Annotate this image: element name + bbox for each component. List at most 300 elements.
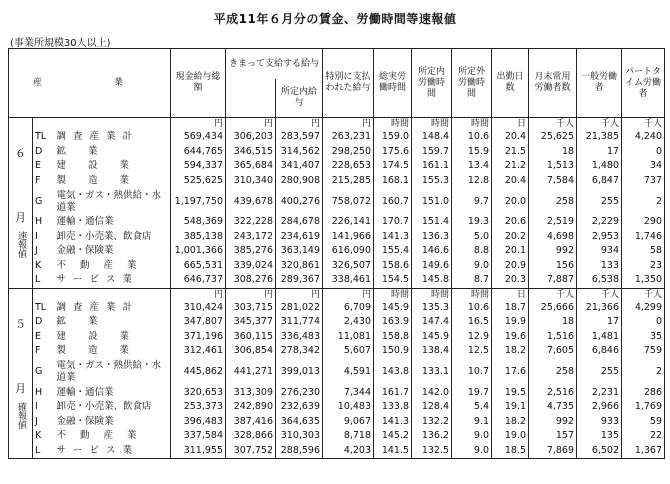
industry-name: 不動産業 — [56, 259, 151, 271]
table-cell: 337,584 — [171, 429, 226, 444]
industry-code: E — [35, 330, 42, 342]
table-cell: 258 — [529, 359, 577, 386]
industry-header: 産 業 — [9, 49, 171, 118]
period-month: ５ — [15, 317, 26, 331]
table-cell: 311,955 — [171, 444, 226, 459]
table-cell: 364,635 — [276, 415, 323, 430]
table-row — [9, 315, 665, 330]
table-cell: 8.7 — [452, 273, 492, 288]
table-cell: 7,869 — [529, 444, 577, 459]
table-cell: 283,597 — [276, 130, 323, 145]
unit-label: 円 — [276, 118, 323, 131]
table-cell: 175.6 — [374, 145, 412, 160]
table-cell: 13.4 — [452, 159, 492, 174]
industry-name: サービス業 — [56, 274, 140, 286]
table-cell: 158.8 — [374, 330, 412, 345]
industry-name: 電気・ガス・熱供給・水道業 — [56, 189, 162, 213]
industry-code: K — [35, 430, 42, 442]
table-cell: 311,774 — [276, 315, 323, 330]
unit-label: 日 — [492, 118, 529, 131]
table-cell: 4,591 — [323, 359, 374, 386]
table-cell: 135.3 — [412, 301, 452, 316]
table-cell: 263,231 — [323, 130, 374, 145]
table-cell: 18.5 — [492, 444, 529, 459]
table-cell: 5.4 — [452, 400, 492, 415]
table-cell: 145.9 — [374, 301, 412, 316]
unit-label: 円 — [171, 288, 226, 301]
table-cell: 2 — [622, 359, 665, 386]
table-cell: 6,846 — [577, 344, 622, 359]
table-cell: 243,172 — [226, 230, 276, 245]
table-cell: 5.0 — [452, 230, 492, 245]
table-cell: 20.6 — [492, 215, 529, 230]
industry-code: TL — [35, 131, 47, 143]
table-cell: 9.0 — [452, 259, 492, 274]
regular-pay-header: きまって支給する給与 — [226, 49, 323, 80]
industry-code: I — [35, 401, 38, 413]
total-cash-header: 現金給与総額 — [171, 49, 226, 118]
period-note: 速報値 — [16, 231, 26, 259]
table-cell: 934 — [577, 244, 622, 259]
table-cell: 141.3 — [374, 230, 412, 245]
table-cell: 10,483 — [323, 400, 374, 415]
table-cell: 234,619 — [276, 230, 323, 245]
table-cell: 307,752 — [226, 444, 276, 459]
table-cell: 142.0 — [412, 386, 452, 401]
unit-label: 円 — [226, 288, 276, 301]
table-cell: 258 — [529, 188, 577, 215]
industry-code: TL — [35, 301, 47, 313]
table-cell: 1,367 — [622, 444, 665, 459]
table-cell: 280,908 — [276, 174, 323, 189]
scope-note: (事業所規模30人以上) — [10, 38, 111, 49]
table-cell: 19.0 — [492, 429, 529, 444]
industry-code: L — [35, 274, 41, 286]
table-cell: 174.5 — [374, 159, 412, 174]
table-cell: 360,115 — [226, 330, 276, 345]
table-cell: 10.6 — [452, 301, 492, 316]
table-cell: 308,276 — [226, 273, 276, 288]
industry-code: G — [35, 366, 43, 377]
table-cell: 133 — [577, 259, 622, 274]
table-cell: 9.7 — [452, 188, 492, 215]
table-cell: 133.8 — [374, 400, 412, 415]
table-row — [9, 330, 665, 345]
unit-label: 時間 — [452, 288, 492, 301]
table-cell: 18.7 — [492, 301, 529, 316]
table-cell: 19.7 — [452, 386, 492, 401]
table-cell: 2,231 — [577, 386, 622, 401]
table-cell: 758,072 — [323, 188, 374, 215]
table-cell: 23 — [622, 259, 665, 274]
industry-name: 金融・保険業 — [56, 245, 114, 257]
table-row — [9, 188, 665, 215]
table-row — [9, 344, 665, 359]
unit-label: 時間 — [452, 118, 492, 131]
table-row — [9, 429, 665, 444]
employees-header: 月末常用労働者数 — [529, 49, 577, 118]
table-cell: 346,515 — [226, 145, 276, 160]
table-cell: 12.5 — [452, 344, 492, 359]
table-cell: 1,481 — [577, 330, 622, 345]
table-cell: 4,299 — [622, 301, 665, 316]
industry-code: G — [35, 195, 43, 207]
table-cell: 7,887 — [529, 273, 577, 288]
table-cell: 232,639 — [276, 400, 323, 415]
table-cell: 141,966 — [323, 230, 374, 245]
table-cell: 21.5 — [492, 145, 529, 160]
table-cell: 12.8 — [452, 174, 492, 189]
industry-name: サービス業 — [56, 444, 140, 456]
table-cell: 371,196 — [171, 330, 226, 345]
table-cell: 18 — [529, 145, 577, 160]
table-cell: 161.7 — [374, 386, 412, 401]
table-cell: 59 — [622, 415, 665, 430]
table-cell: 320,861 — [276, 259, 323, 274]
table-cell: 400,276 — [276, 188, 323, 215]
table-cell: 158.6 — [374, 259, 412, 274]
table-row — [9, 386, 665, 401]
unit-label: 円 — [323, 288, 374, 301]
table-cell: 6,538 — [577, 273, 622, 288]
table-row — [9, 215, 665, 230]
table-cell: 548,369 — [171, 215, 226, 230]
unit-label: 千人 — [577, 118, 622, 131]
period-month: ６ — [15, 147, 26, 161]
table-cell: 336,483 — [276, 330, 323, 345]
table-cell: 525,625 — [171, 174, 226, 189]
table-cell: 992 — [529, 244, 577, 259]
unit-label: 千人 — [529, 118, 577, 131]
unit-label: 円 — [171, 118, 226, 131]
table-row — [9, 444, 665, 459]
unit-label: 時間 — [412, 118, 452, 131]
table-cell: 385,276 — [226, 244, 276, 259]
table-cell: 6,847 — [577, 174, 622, 189]
table-cell: 155.4 — [374, 244, 412, 259]
unit-label: 円 — [323, 118, 374, 131]
table-cell: 154.5 — [374, 273, 412, 288]
table-cell: 341,407 — [276, 159, 323, 174]
table-row — [9, 415, 665, 430]
industry-name: 不動産業 — [56, 430, 151, 442]
table-cell: 310,340 — [226, 174, 276, 189]
industry-name: 運輸・通信業 — [56, 386, 114, 398]
table-cell: 151.4 — [412, 215, 452, 230]
unit-label: 円 — [226, 118, 276, 131]
table-cell: 19.1 — [492, 400, 529, 415]
table-cell: 145.8 — [412, 273, 452, 288]
table-cell: 1,480 — [577, 159, 622, 174]
table-cell: 276,230 — [276, 386, 323, 401]
table-cell: 298,250 — [323, 145, 374, 160]
table-cell: 2,953 — [577, 230, 622, 245]
table-cell: 10.6 — [452, 130, 492, 145]
table-cell: 22 — [622, 429, 665, 444]
overtime-hours-header: 所定外労働時間 — [452, 49, 492, 118]
table-cell: 646,737 — [171, 273, 226, 288]
table-cell: 288,596 — [276, 444, 323, 459]
table-cell: 128.4 — [412, 400, 452, 415]
industry-name: 鉱業 — [56, 145, 120, 157]
table-cell: 133.1 — [412, 359, 452, 386]
table-cell: 150.9 — [374, 344, 412, 359]
table-cell: 2,966 — [577, 400, 622, 415]
table-cell: 2,519 — [529, 215, 577, 230]
industry-name: 卸売・小売業、飲食店 — [56, 401, 152, 413]
total-hours-header: 総実労働時間 — [374, 49, 412, 118]
table-cell: 136.2 — [412, 429, 452, 444]
table-cell: 132.5 — [412, 444, 452, 459]
table-cell: 255 — [577, 188, 622, 215]
table-cell: 284,678 — [276, 215, 323, 230]
table-cell: 17 — [577, 315, 622, 330]
industry-code: L — [35, 444, 41, 456]
table-cell: 347,807 — [171, 315, 226, 330]
table-row — [9, 301, 665, 316]
table-cell: 160.7 — [374, 188, 412, 215]
unit-label: 時間 — [374, 288, 412, 301]
industry-code: F — [35, 174, 41, 186]
table-cell: 10.7 — [452, 359, 492, 386]
table-cell: 147.4 — [412, 315, 452, 330]
table-cell: 933 — [577, 415, 622, 430]
industry-code: K — [35, 259, 42, 271]
table-cell: 312,461 — [171, 344, 226, 359]
table-cell: 322,228 — [226, 215, 276, 230]
special-pay-header: 特別に支払われた給与 — [323, 49, 374, 118]
parttime-workers-header: パートタイム労働者 — [622, 49, 665, 118]
table-cell: 19.6 — [492, 330, 529, 345]
table-cell: 149.6 — [412, 259, 452, 274]
table-cell: 17 — [577, 145, 622, 160]
table-cell: 143.8 — [374, 359, 412, 386]
unit-label: 時間 — [412, 288, 452, 301]
table-cell: 168.1 — [374, 174, 412, 189]
table-cell: 2,430 — [323, 315, 374, 330]
table-cell: 363,149 — [276, 244, 323, 259]
page-title: 平成11年６月分の賃金、労働時間等速報値 — [213, 12, 457, 26]
table-cell: 19.3 — [452, 215, 492, 230]
table-cell: 9.0 — [452, 444, 492, 459]
table-cell: 215,285 — [323, 174, 374, 189]
table-cell: 170.7 — [374, 215, 412, 230]
table-cell: 5,607 — [323, 344, 374, 359]
unit-label: 千人 — [577, 288, 622, 301]
period-label — [9, 118, 33, 289]
table-cell: 737 — [622, 174, 665, 189]
table-cell: 21,385 — [577, 130, 622, 145]
table-cell: 16.5 — [452, 315, 492, 330]
industry-code: H — [35, 216, 43, 228]
table-cell: 20.3 — [492, 273, 529, 288]
table-cell: 303,715 — [226, 301, 276, 316]
table-cell: 320,653 — [171, 386, 226, 401]
table-cell: 253,373 — [171, 400, 226, 415]
table-cell: 7,605 — [529, 344, 577, 359]
table-cell: 992 — [529, 415, 577, 430]
wage-statistics-table — [8, 48, 665, 459]
table-cell: 306,203 — [226, 130, 276, 145]
scheduled-hours-header: 所定内労働時間 — [412, 49, 452, 118]
table-cell: 146.6 — [412, 244, 452, 259]
table-cell: 155.3 — [412, 174, 452, 189]
table-cell: 569,434 — [171, 130, 226, 145]
table-row — [9, 174, 665, 189]
table-cell: 21,366 — [577, 301, 622, 316]
table-cell: 242,890 — [226, 400, 276, 415]
table-cell: 396,483 — [171, 415, 226, 430]
table-cell: 159.7 — [412, 145, 452, 160]
table-cell: 1,769 — [622, 400, 665, 415]
general-workers-header: 一般労働者 — [577, 49, 622, 118]
table-cell: 1,001,366 — [171, 244, 226, 259]
table-cell: 17.6 — [492, 359, 529, 386]
table-cell: 339,024 — [226, 259, 276, 274]
table-cell: 1,350 — [622, 273, 665, 288]
table-cell: 328,866 — [226, 429, 276, 444]
table-cell: 19.9 — [492, 315, 529, 330]
table-cell: 20.2 — [492, 230, 529, 245]
attendance-days-header: 出勤日数 — [492, 49, 529, 118]
industry-name: 卸売・小売業、飲食店 — [56, 230, 152, 242]
unit-label: 日 — [492, 288, 529, 301]
period-unit: 月 — [15, 381, 26, 395]
table-cell: 19.5 — [492, 386, 529, 401]
table-cell: 151.0 — [412, 188, 452, 215]
table-cell: 759 — [622, 344, 665, 359]
table-cell: 20.4 — [492, 130, 529, 145]
table-cell: 310,303 — [276, 429, 323, 444]
table-cell: 25,625 — [529, 130, 577, 145]
table-cell: 439,678 — [226, 188, 276, 215]
table-cell: 445,862 — [171, 359, 226, 386]
table-cell: 159.0 — [374, 130, 412, 145]
table-cell: 138.4 — [412, 344, 452, 359]
table-cell: 9.1 — [452, 415, 492, 430]
table-cell: 4,240 — [622, 130, 665, 145]
table-cell: 15.9 — [452, 145, 492, 160]
table-cell: 228,653 — [323, 159, 374, 174]
table-cell: 161.1 — [412, 159, 452, 174]
industry-code: D — [35, 145, 43, 157]
table-cell: 226,141 — [323, 215, 374, 230]
industry-name: 建設業 — [56, 330, 152, 342]
table-cell: 18 — [529, 315, 577, 330]
table-cell: 665,531 — [171, 259, 226, 274]
table-cell: 8,718 — [323, 429, 374, 444]
table-cell: 20.0 — [492, 188, 529, 215]
table-cell: 7,584 — [529, 174, 577, 189]
table-cell: 385,138 — [171, 230, 226, 245]
table-cell: 278,342 — [276, 344, 323, 359]
period-label — [9, 288, 33, 459]
table-row — [9, 359, 665, 386]
table-cell: 441,271 — [226, 359, 276, 386]
table-cell: 20.4 — [492, 174, 529, 189]
table-cell: 58 — [622, 244, 665, 259]
table-row — [9, 130, 665, 145]
table-cell: 4,698 — [529, 230, 577, 245]
industry-name: 金融・保険業 — [56, 415, 114, 427]
industry-code: F — [35, 345, 41, 357]
table-cell: 338,461 — [323, 273, 374, 288]
table-cell: 594,337 — [171, 159, 226, 174]
table-row — [9, 259, 665, 274]
table-cell: 306,854 — [226, 344, 276, 359]
scheduled-pay-header: 所定内給与 — [276, 79, 323, 118]
period-unit: 月 — [15, 211, 26, 225]
table-cell: 2,229 — [577, 215, 622, 230]
industry-name: 調査産業計 — [56, 301, 140, 313]
table-cell: 132.2 — [412, 415, 452, 430]
table-cell: 365,684 — [226, 159, 276, 174]
table-cell: 8.8 — [452, 244, 492, 259]
table-cell: 0 — [622, 315, 665, 330]
table-cell: 2 — [622, 188, 665, 215]
table-row — [9, 273, 665, 288]
table-row — [9, 145, 665, 160]
industry-name: 電気・ガス・熱供給・水道業 — [56, 360, 162, 383]
table-cell: 1,746 — [622, 230, 665, 245]
table-cell: 314,562 — [276, 145, 323, 160]
table-cell: 136.3 — [412, 230, 452, 245]
table-row — [9, 230, 665, 245]
table-cell: 1,513 — [529, 159, 577, 174]
table-cell: 4,203 — [323, 444, 374, 459]
table-cell: 290 — [622, 215, 665, 230]
industry-name: 製造業 — [56, 174, 152, 186]
table-cell: 387,416 — [226, 415, 276, 430]
table-cell: 35 — [622, 330, 665, 345]
table-cell: 281,022 — [276, 301, 323, 316]
unit-label: 千人 — [622, 118, 665, 131]
table-cell: 399,013 — [276, 359, 323, 386]
industry-code: J — [35, 415, 38, 427]
table-cell: 6,502 — [577, 444, 622, 459]
industry-name: 製造業 — [56, 345, 152, 357]
table-cell: 9,067 — [323, 415, 374, 430]
table-cell: 1,516 — [529, 330, 577, 345]
table-row — [9, 159, 665, 174]
period-note: 確報値 — [16, 401, 26, 429]
table-cell: 4,735 — [529, 400, 577, 415]
table-cell: 25,666 — [529, 301, 577, 316]
unit-label: 千人 — [529, 288, 577, 301]
table-cell: 21.2 — [492, 159, 529, 174]
table-cell: 286 — [622, 386, 665, 401]
table-cell: 12.9 — [452, 330, 492, 345]
table-cell: 644,765 — [171, 145, 226, 160]
table-cell: 2,516 — [529, 386, 577, 401]
table-row — [9, 400, 665, 415]
table-cell: 20.9 — [492, 259, 529, 274]
industry-code: H — [35, 386, 43, 398]
table-cell: 18.2 — [492, 415, 529, 430]
table-cell: 310,424 — [171, 301, 226, 316]
table-cell: 34 — [622, 159, 665, 174]
table-cell: 135 — [577, 429, 622, 444]
table-cell: 7,344 — [323, 386, 374, 401]
industry-code: D — [35, 316, 43, 328]
table-cell: 145.9 — [412, 330, 452, 345]
industry-code: I — [35, 230, 38, 242]
table-cell: 616,090 — [323, 244, 374, 259]
table-cell: 289,367 — [276, 273, 323, 288]
unit-label: 時間 — [374, 118, 412, 131]
table-cell: 163.9 — [374, 315, 412, 330]
unit-label: 円 — [276, 288, 323, 301]
